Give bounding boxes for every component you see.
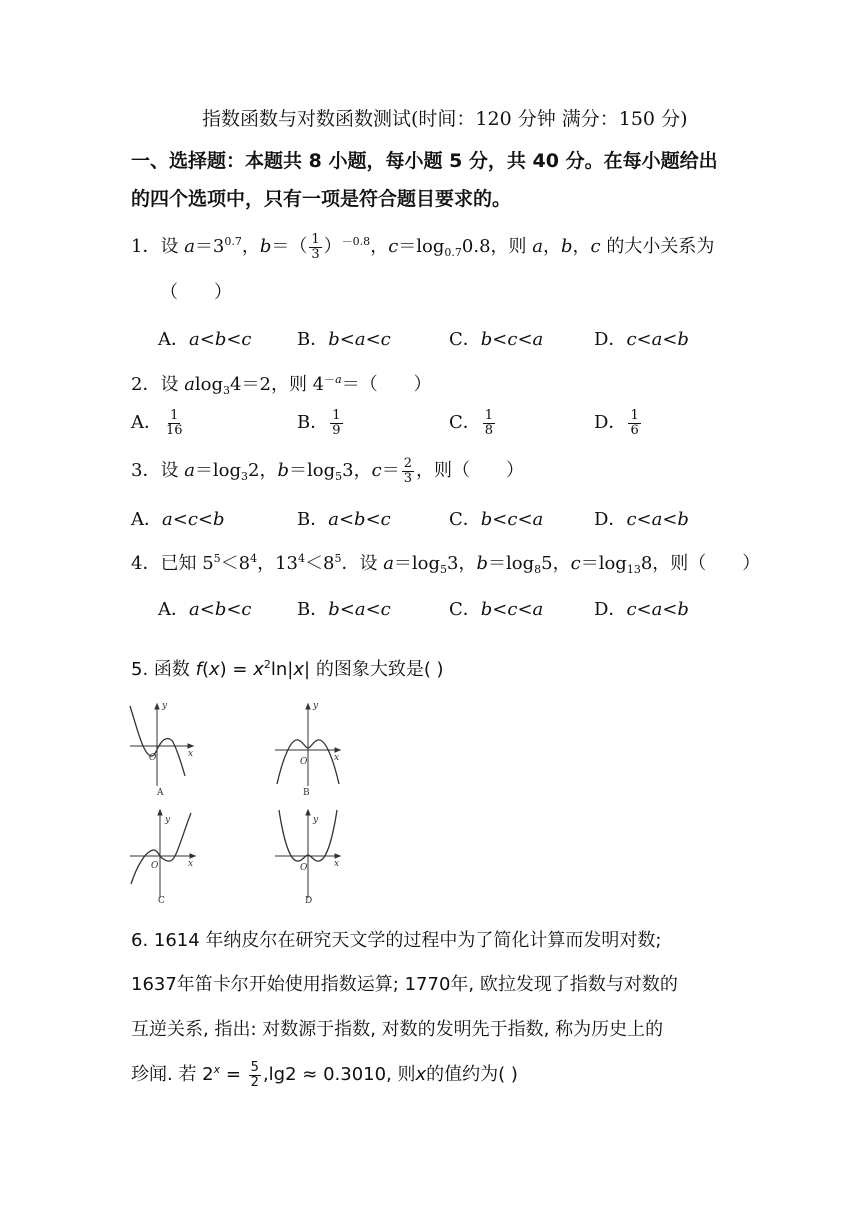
svg-text:x: x (188, 749, 194, 759)
question-3-option-a[interactable]: A．a<c<b (131, 509, 225, 530)
svg-text:O: O (151, 861, 159, 871)
question-1-option-b[interactable]: B．b<a<c (297, 329, 391, 350)
svg-text:O: O (149, 753, 157, 763)
graph-label-b: B (303, 788, 310, 798)
question-2-option-b[interactable]: B． $\frac{1}{9}$ (297, 407, 341, 438)
graph-label-a: A (157, 788, 164, 798)
page-title: 指数函数与对数函数测试(时间：120 分钟 满分：150 分) (202, 108, 688, 130)
graph-label-c: C (158, 896, 165, 906)
question-3-option-b[interactable]: B．a<b<c (297, 509, 391, 530)
question-3-fraction: $\frac{2}{3}$ (403, 455, 412, 486)
question-6-line2: 1637年笛卡尔开始使用指数运算; 1770年, 欧拉发现了指数与对数的 (131, 974, 678, 995)
svg-text:x: x (188, 859, 194, 869)
question-2-stem: 2．设 alog$_3$4＝2，则 $4^{-a}=$（ ） (131, 373, 432, 397)
question-5-graphs (125, 698, 355, 908)
question-6-line4: 珍闻. 若 $2^x$ = $\frac{5}{2}$ ,lg2 ≈ 0.3010, 则x的值约为( ) (131, 1059, 518, 1090)
graph-d[interactable] (275, 810, 340, 898)
svg-text:x: x (334, 753, 340, 763)
graph-c[interactable] (130, 810, 195, 898)
question-6-line1: 6. 1614 年纳皮尔在研究天文学的过程中为了简化计算而发明对数; (131, 930, 662, 951)
svg-text:y: y (162, 701, 168, 711)
question-1-blank: （ ） (160, 282, 232, 303)
question-1-prefix: 1．设 (131, 236, 185, 257)
svg-text:y: y (313, 701, 319, 711)
question-6-fraction: $\frac{5}{2}$ (250, 1059, 259, 1090)
svg-text:y: y (165, 815, 171, 825)
question-1-stem: 1．设 $a=3^{0.7}$，b＝（ $\frac{1}{3}$ ）$^{-0.8}$，$c=\log_{0.7}0.8$，则 a，b，c 的大小关系为 (131, 231, 715, 262)
question-1-option-c[interactable]: C．b<c<a (449, 329, 544, 350)
question-2-option-d[interactable]: D． $\frac{1}{6}$ (594, 407, 639, 438)
graph-b[interactable] (275, 704, 340, 786)
svg-text:x: x (334, 859, 340, 869)
question-4-option-b[interactable]: B．b<a<c (297, 599, 391, 620)
question-3-option-c[interactable]: C．b<c<a (449, 509, 544, 530)
question-4-option-d[interactable]: D．c<a<b (594, 599, 689, 620)
question-1-fraction: $\frac{1}{3}$ (311, 231, 320, 262)
question-1-option-d[interactable]: D．c<a<b (594, 329, 689, 350)
question-2-option-c[interactable]: C． $\frac{1}{8}$ (449, 407, 494, 438)
graph-label-d: D (305, 896, 313, 906)
question-3-stem: 3．设 $a=\log_32$，$b=\log_53$，c＝ $\frac{2}{3}$ ，则（ ） (131, 455, 524, 486)
svg-text:O: O (300, 863, 308, 873)
question-3-option-d[interactable]: D．c<a<b (594, 509, 689, 530)
graph-a[interactable] (130, 704, 193, 786)
question-5-stem: 5. 函数 $f(x) = x^2\ln|x|$ 的图象大致是( ) (131, 658, 444, 680)
section-heading-line1: 一、选择题：本题共 8 小题，每小题 5 分，共 40 分。在每小题给出 (131, 150, 718, 172)
svg-text:y: y (313, 815, 319, 825)
question-2-option-a[interactable]: A． $\frac{1}{16}$ (131, 407, 183, 438)
svg-text:O: O (300, 757, 308, 767)
question-4-option-c[interactable]: C．b<c<a (449, 599, 544, 620)
section-heading-line2: 的四个选项中，只有一项是符合题目要求的。 (131, 188, 512, 210)
question-1-option-a[interactable]: A．a<b<c (158, 329, 252, 350)
question-4-stem: 4．已知 $5^5<8^4$，$13^4<8^5$．设 $a=\log_53$，$b=\log_85$，$c=\log_{13}8$，则（ ） (131, 552, 761, 576)
question-6-line3: 互逆关系, 指出: 对数源于指数, 对数的发明先于指数, 称为历史上的 (131, 1019, 664, 1040)
question-4-option-a[interactable]: A．a<b<c (158, 599, 252, 620)
